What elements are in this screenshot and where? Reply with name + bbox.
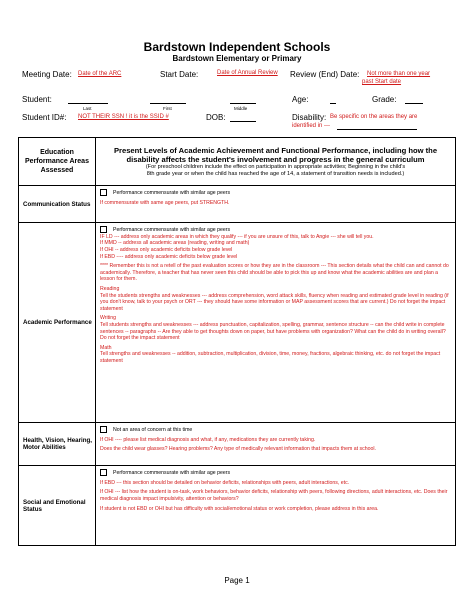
commensurate-checkbox[interactable] xyxy=(100,226,107,233)
row-text: If OHI -- address only academic deficits below grade level xyxy=(100,247,233,254)
row-label-social: Social and Emotional Status xyxy=(19,466,96,546)
start-date-label: Start Date: xyxy=(160,70,199,79)
row-text: Tell students strengths and weaknesses --- address punctuation, capitalization, spelling, grammar, sentence structure -- can the child write in complete sentences -- paragraphs -- Are they able to get thoughts down on paper, but have problems with organization? What can the child do in writing overall? Do not forget the impact statement xyxy=(100,322,446,342)
student-id-value: NOT THEIR SSN ! it is the SSID # xyxy=(78,114,169,120)
row-text: If OHI ---- please list medical diagnosis and what, if any, medications they are currently taking. xyxy=(100,436,316,443)
last-name-field[interactable] xyxy=(68,103,108,104)
row-text: If EBD --- this section should be detailed on behavior deficits, relationships with peers, adult interactions, etc. xyxy=(100,479,350,486)
checkbox-label: Not an area of concern at this time xyxy=(113,426,193,433)
start-date-value: Date of Annual Review xyxy=(217,70,278,76)
checkbox-label: Performance commensurate with similar age peers xyxy=(113,226,231,233)
review-end-value-1: Not more than one year xyxy=(367,71,431,77)
school-name: Bardstown Independent Schools xyxy=(143,40,331,54)
grade-label: Grade: xyxy=(372,95,397,104)
row-content-academic xyxy=(96,223,456,423)
section-heading-reading: Reading xyxy=(100,286,120,293)
row-label-academic: Academic Performance xyxy=(19,223,96,423)
row-text: If OHI --- list how the student is on-task, work behaviors, behavior deficits, relationship with peers, following directions, adult interactions, etc. Does their medical diagnosis impact impulsivity, attention or behaviors? xyxy=(100,489,448,503)
disability-field[interactable] xyxy=(337,129,417,130)
row-text: If EBD ---- address only academic deficits below grade level xyxy=(100,253,238,260)
row-text: If student is not EBD or OHI but has difficulty with social/emotional status or work completion, please address in this area. xyxy=(100,505,379,512)
row-text: **** Remember this is not a retell of the past evaluation scores or how they are in the classroom --- This section details what the child can and cannot do academically. Therefore, a teacher that has never seen this child should be able to pick this up and know what the academic abilities are and plan a lesson for them. xyxy=(100,263,449,283)
meeting-date-label: Meeting Date: xyxy=(22,70,72,79)
disability-value-2: identified in --- xyxy=(292,123,331,129)
row-text: Tell the students strengths and weaknesses --- address comprehension, word attack skills, fluency when reading and estimated grade level in reading (if you don't know, talk to your psych or ORT --- they should have some information or MAP assessment scores that are current.) Do not forget the impact statement xyxy=(100,292,449,312)
commensurate-checkbox[interactable] xyxy=(100,469,107,476)
first-name-caption: First xyxy=(163,106,172,111)
dob-label: DOB: xyxy=(206,113,226,122)
dob-field[interactable] xyxy=(230,121,256,122)
performance-table xyxy=(18,137,456,546)
table-header-left: Education Performance Areas Assessed xyxy=(19,138,96,186)
grade-field[interactable] xyxy=(405,103,423,104)
table-header-right xyxy=(96,138,456,186)
row-text: IF LD --- address only academic areas in which they qualify --- if you are unsure of this, talk to Angie --- she will tell you. xyxy=(100,233,374,240)
header-title-line-2: disability affects the student's involvement and progress in the general curriculum xyxy=(126,154,425,164)
row-label-communication: Communication Status xyxy=(19,186,96,223)
row-content-social xyxy=(96,466,456,546)
age-label: Age: xyxy=(292,95,309,104)
middle-name-caption: Middle xyxy=(234,106,248,111)
header-title-line-1: Present Levels of Academic Achievement and Functional Performance, including how the xyxy=(113,145,438,155)
review-end-value-2: past Start date xyxy=(362,79,402,85)
row-text: If MMD -- address all academic areas (reading, writing and math) xyxy=(100,240,250,247)
section-heading-math: Math xyxy=(100,344,112,351)
row-text: If commensurate with same age peers, put STRENGTH. xyxy=(100,199,230,206)
row-content-health xyxy=(96,423,456,466)
meeting-date-value: Date of the ARC xyxy=(78,71,122,77)
middle-name-field[interactable] xyxy=(230,103,256,104)
not-concern-checkbox[interactable] xyxy=(100,426,107,433)
disability-label: Disability: xyxy=(292,113,327,122)
student-id-label: Student ID#: xyxy=(22,113,67,122)
disability-value-1: Be specific on the areas they are xyxy=(330,114,418,120)
commensurate-checkbox[interactable] xyxy=(100,189,107,196)
age-field[interactable] xyxy=(330,103,336,104)
page-number: Page 1 xyxy=(224,576,250,585)
row-content-communication xyxy=(96,186,456,223)
section-heading-writing: Writing xyxy=(100,315,117,322)
row-text: Tell strengths and weaknesses -- addition, subtraction, multiplication, division, time, money, fractions, algebraic thinking, etc. do not forget the impact statement xyxy=(100,351,441,364)
checkbox-label: Performance commensurate with similar age peers xyxy=(113,469,231,476)
school-subname: Bardstown Elementary or Primary xyxy=(172,54,302,63)
review-end-label: Review (End) Date: xyxy=(290,70,360,79)
header-note-line-1: (For preschool children include the effect on participation in appropriate activities; Beginning in the child's xyxy=(145,163,406,170)
last-name-caption: Last xyxy=(83,106,92,111)
first-name-field[interactable] xyxy=(150,103,186,104)
header-note-line-2: 8th grade year or when the child has reached the age of 14, a statement of transition needs is included.) xyxy=(146,170,405,177)
checkbox-label: Performance commensurate with similar age peers xyxy=(113,189,231,196)
row-text: Does the child wear glasses? Hearing problems? Any type of medically relevant information that impacts them at school. xyxy=(100,446,376,453)
student-label: Student: xyxy=(22,95,52,104)
row-label-health: Health, Vision, Hearing, Motor Abilities xyxy=(19,423,96,466)
